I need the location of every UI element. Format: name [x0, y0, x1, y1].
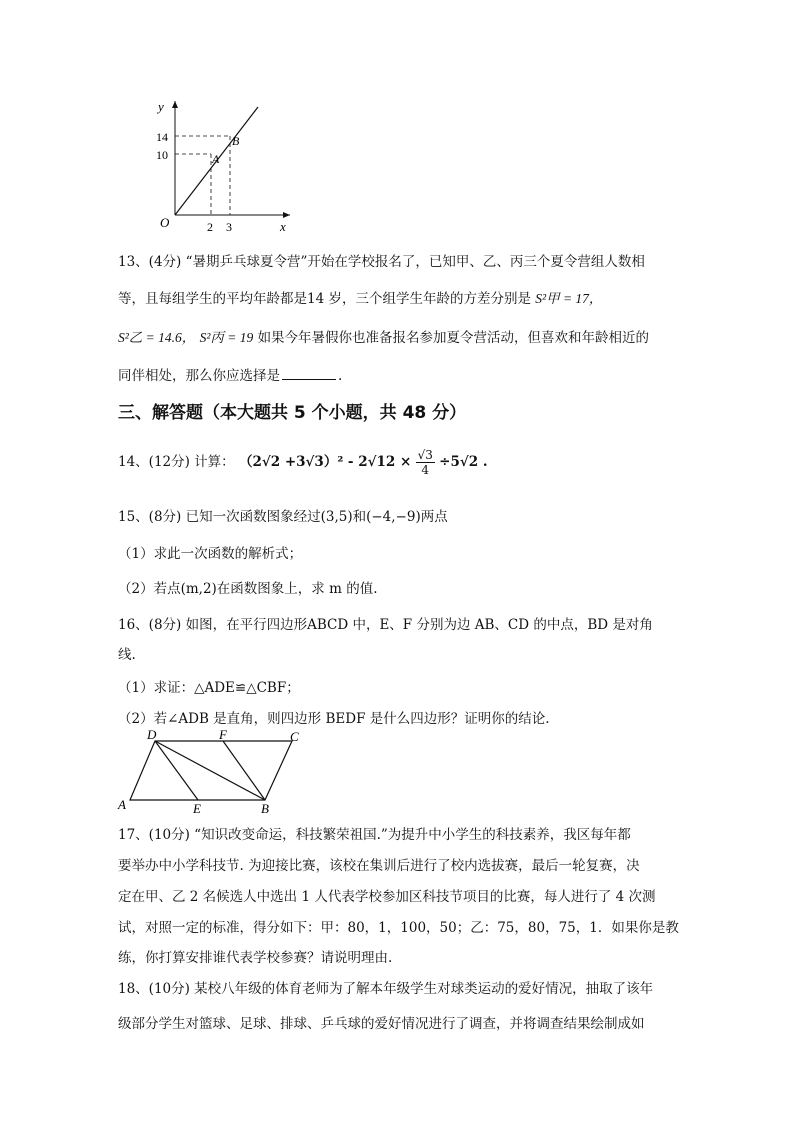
variance-bing: S²丙 = 19 [199, 330, 254, 345]
q14-fraction [416, 448, 435, 477]
variance-yi: S²乙 = 14.6， [118, 330, 196, 345]
section-heading: 三、解答题（本大题共 5 个小题，共 48 分） [118, 403, 467, 423]
q14-line [118, 448, 488, 477]
q16-line1: 16、(8分) 如图，在平行四边形ABCD 中，E、F 分别为边 AB、CD 的中点，BD 是对角 [118, 617, 653, 633]
y-tick-10: 10 [156, 148, 168, 162]
segment-fb [223, 741, 265, 800]
q15-line1: 15、(8分) 已知一次函数图象经过(3,5)和(−4,−9)两点 [118, 509, 448, 525]
x-tick-3: 3 [226, 220, 232, 234]
q13-line4-text: 同伴相处，那么你应选择是 [118, 368, 280, 384]
q17-line5: 练，你打算安排谁代表学校参赛？请说明理由. [118, 950, 393, 966]
q17-line3: 定在甲、乙 2 名候选人中选出 1 人代表学校参加区科技节项目的比赛，每人进行了 4 次测 [118, 889, 656, 905]
q14-expression-b: ÷5√2 . [439, 454, 488, 470]
q15-part1: （1）求此一次函数的解析式； [118, 546, 303, 562]
vertex-b: B [261, 801, 269, 816]
vertex-a: A [118, 797, 126, 812]
vertex-e: E [193, 801, 201, 816]
x-axis-label: x [280, 219, 286, 234]
function-graph [140, 95, 310, 240]
q13-line3-text: 如果今年暑假你也准备报名参加夏令营活动，但喜欢和年龄相近的 [257, 330, 650, 346]
vertex-f: F [219, 727, 227, 742]
q14-expression-a: （2√2 +3√3）² - 2√12 × [238, 454, 412, 470]
q18-line2: 级部分学生对篮球、足球、排球、乒乓球的爱好情况进行了调查，并将调查结果绘制成如 [118, 1016, 645, 1032]
vertex-c: C [290, 729, 299, 744]
diagonal-bd [155, 741, 265, 800]
q15-part2: （2）若点(m,2)在函数图象上，求 m 的值. [118, 581, 378, 597]
q13-line1: 13、(4分) “暑期乒乓球夏令营”开始在学校报名了，已知甲、乙、丙三个夏令营组人数相 [118, 254, 645, 270]
y-tick-14: 14 [156, 130, 168, 144]
q16-line2: 线. [118, 647, 136, 663]
q13-line2 [118, 287, 602, 307]
q18-line1: 18、(10分) 某校八年级的体育老师为了解本年级学生对球类运动的爱好情况，抽取了该年 [118, 981, 654, 997]
variance-jia: S²甲 = 17， [535, 291, 603, 306]
point-a-label: A [212, 152, 220, 166]
q14-fraction-numerator: √3 [417, 448, 433, 462]
x-tick-2: 2 [207, 220, 213, 234]
q14-prefix: 14、(12分) 计算： [118, 454, 235, 470]
q13-line4-end: . [338, 368, 343, 384]
segment-de [155, 741, 198, 800]
q13-line2-text: 等，且每组学生的平均年龄都是14 岁，三个组学生年龄的方差分别是 [118, 291, 531, 307]
point-b-label: B [232, 134, 240, 148]
q13-line3 [118, 326, 649, 346]
answer-blank[interactable] [282, 367, 336, 380]
vertex-d: D [147, 727, 157, 742]
y-axis-label: y [158, 99, 164, 114]
origin-label: O [160, 215, 170, 230]
q13-line4 [118, 364, 342, 384]
q16-part2: （2）若∠ADB 是直角，则四边形 BEDF 是什么四边形？证明你的结论. [118, 711, 550, 727]
q17-line1: 17、(10分) “知识改变命运，科技繁荣祖国.”为提升中小学生的科技素养，我区每年都 [118, 827, 631, 843]
q17-line2: 要举办中小学科技节. 为迎接比赛，该校在集训后进行了校内选拔赛，最后一轮复赛，决 [118, 858, 640, 874]
q17-line4: 试，对照一定的标准，得分如下：甲：80，1，100，50；乙：75，80，75，1．如果你是教 [118, 920, 679, 936]
parallelogram-figure [115, 727, 315, 817]
q14-fraction-denominator: 4 [421, 463, 430, 477]
q16-part1: （1）求证：△ADE≌△CBF； [118, 680, 300, 696]
